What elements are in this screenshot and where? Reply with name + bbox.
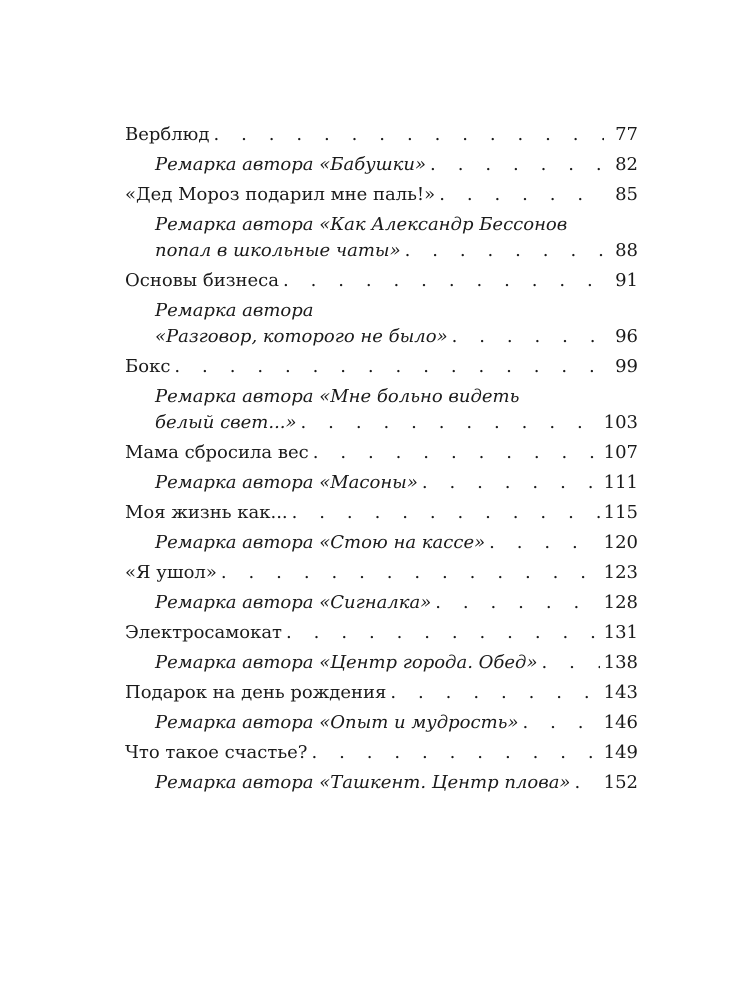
entry-title-line: Ремарка автора [155,300,314,321]
page-number: 131 [603,622,638,643]
page-number: 128 [603,592,638,613]
dot-leader [301,410,600,436]
dot-leader [574,770,599,796]
page-number: 96 [615,326,638,347]
toc-chapter-entry [125,560,638,586]
toc-remark-entry [125,384,638,436]
page-number: 115 [603,502,638,523]
page-number: 152 [603,772,638,793]
entry-title: Ремарка автора «Центр города. Обед» [155,652,538,673]
dot-leader [213,122,604,148]
page-number: 120 [603,532,638,553]
dot-leader [292,500,600,526]
dot-leader [283,268,604,294]
dot-leader [311,740,599,766]
toc-chapter-entry [125,268,638,294]
entry-title: «Я ушол» [125,562,217,583]
page-number: 82 [615,154,638,175]
entry-title: Моя жизнь как... [125,502,288,523]
page-number: 99 [615,356,638,377]
dot-leader [313,440,600,466]
toc-remark-entry [125,770,638,796]
page-number: 146 [603,712,638,733]
dot-leader [522,710,599,736]
entry-title: Ремарка автора «Сигналка» [155,592,432,613]
page-number: 111 [603,472,638,493]
toc-chapter-entry [125,354,638,380]
page-number: 103 [603,412,638,433]
dot-leader [174,354,604,380]
entry-title: Ремарка автора «Масоны» [155,472,418,493]
dot-leader [221,560,600,586]
page-number: 138 [603,652,638,673]
toc-remark-entry [125,710,638,736]
page-number: 149 [603,742,638,763]
entry-title-line: Ремарка автора «Мне больно видеть [155,386,520,407]
toc-remark-entry [125,650,638,676]
page-number: 107 [603,442,638,463]
page-number: 77 [615,124,638,145]
dot-leader [430,152,604,178]
entry-title: Бокс [125,356,171,377]
entry-title: попал в школьные чаты» [155,240,401,261]
toc-remark-entry [125,152,638,178]
dot-leader [489,530,600,556]
entry-title: Ремарка автора «Бабушки» [155,154,427,175]
dot-leader [541,650,599,676]
page-number: 88 [615,240,638,261]
page-number: 143 [603,682,638,703]
entry-title: Ремарка автора «Стою на кассе» [155,532,486,553]
table-of-contents [125,118,638,800]
dot-leader [452,324,604,350]
toc-remark-entry [125,470,638,496]
dot-leader [405,238,604,264]
page-number: 91 [615,270,638,291]
dot-leader [390,680,599,706]
entry-title: Подарок на день рождения [125,682,387,703]
toc-chapter-entry [125,440,638,466]
entry-title: белый свет...» [155,412,297,433]
entry-title: «Разговор, которого не было» [155,326,448,347]
toc-chapter-entry [125,620,638,646]
entry-title-line: Ремарка автора «Как Александр Бессонов [155,214,568,235]
entry-title: Основы бизнеса [125,270,279,291]
dot-leader [435,590,599,616]
toc-chapter-entry [125,182,638,208]
toc-chapter-entry [125,500,638,526]
entry-title: Верблюд [125,124,210,145]
entry-title: Что такое счастье? [125,742,308,763]
toc-remark-entry [125,298,638,350]
dot-leader [422,470,600,496]
toc-chapter-entry [125,680,638,706]
entry-title: Мама сбросила вес [125,442,309,463]
toc-chapter-entry [125,740,638,766]
toc-remark-entry [125,530,638,556]
dot-leader [439,182,604,208]
dot-leader [286,620,600,646]
toc-chapter-entry [125,122,638,148]
page-number: 85 [615,184,638,205]
page-number: 123 [603,562,638,583]
entry-title: Ремарка автора «Опыт и мудрость» [155,712,519,733]
toc-remark-entry [125,212,638,264]
entry-title: Ремарка автора «Ташкент. Центр плова» [155,772,571,793]
entry-title: Электросамокат [125,622,283,643]
toc-remark-entry [125,590,638,616]
entry-title: «Дед Мороз подарил мне паль!» [125,184,436,205]
